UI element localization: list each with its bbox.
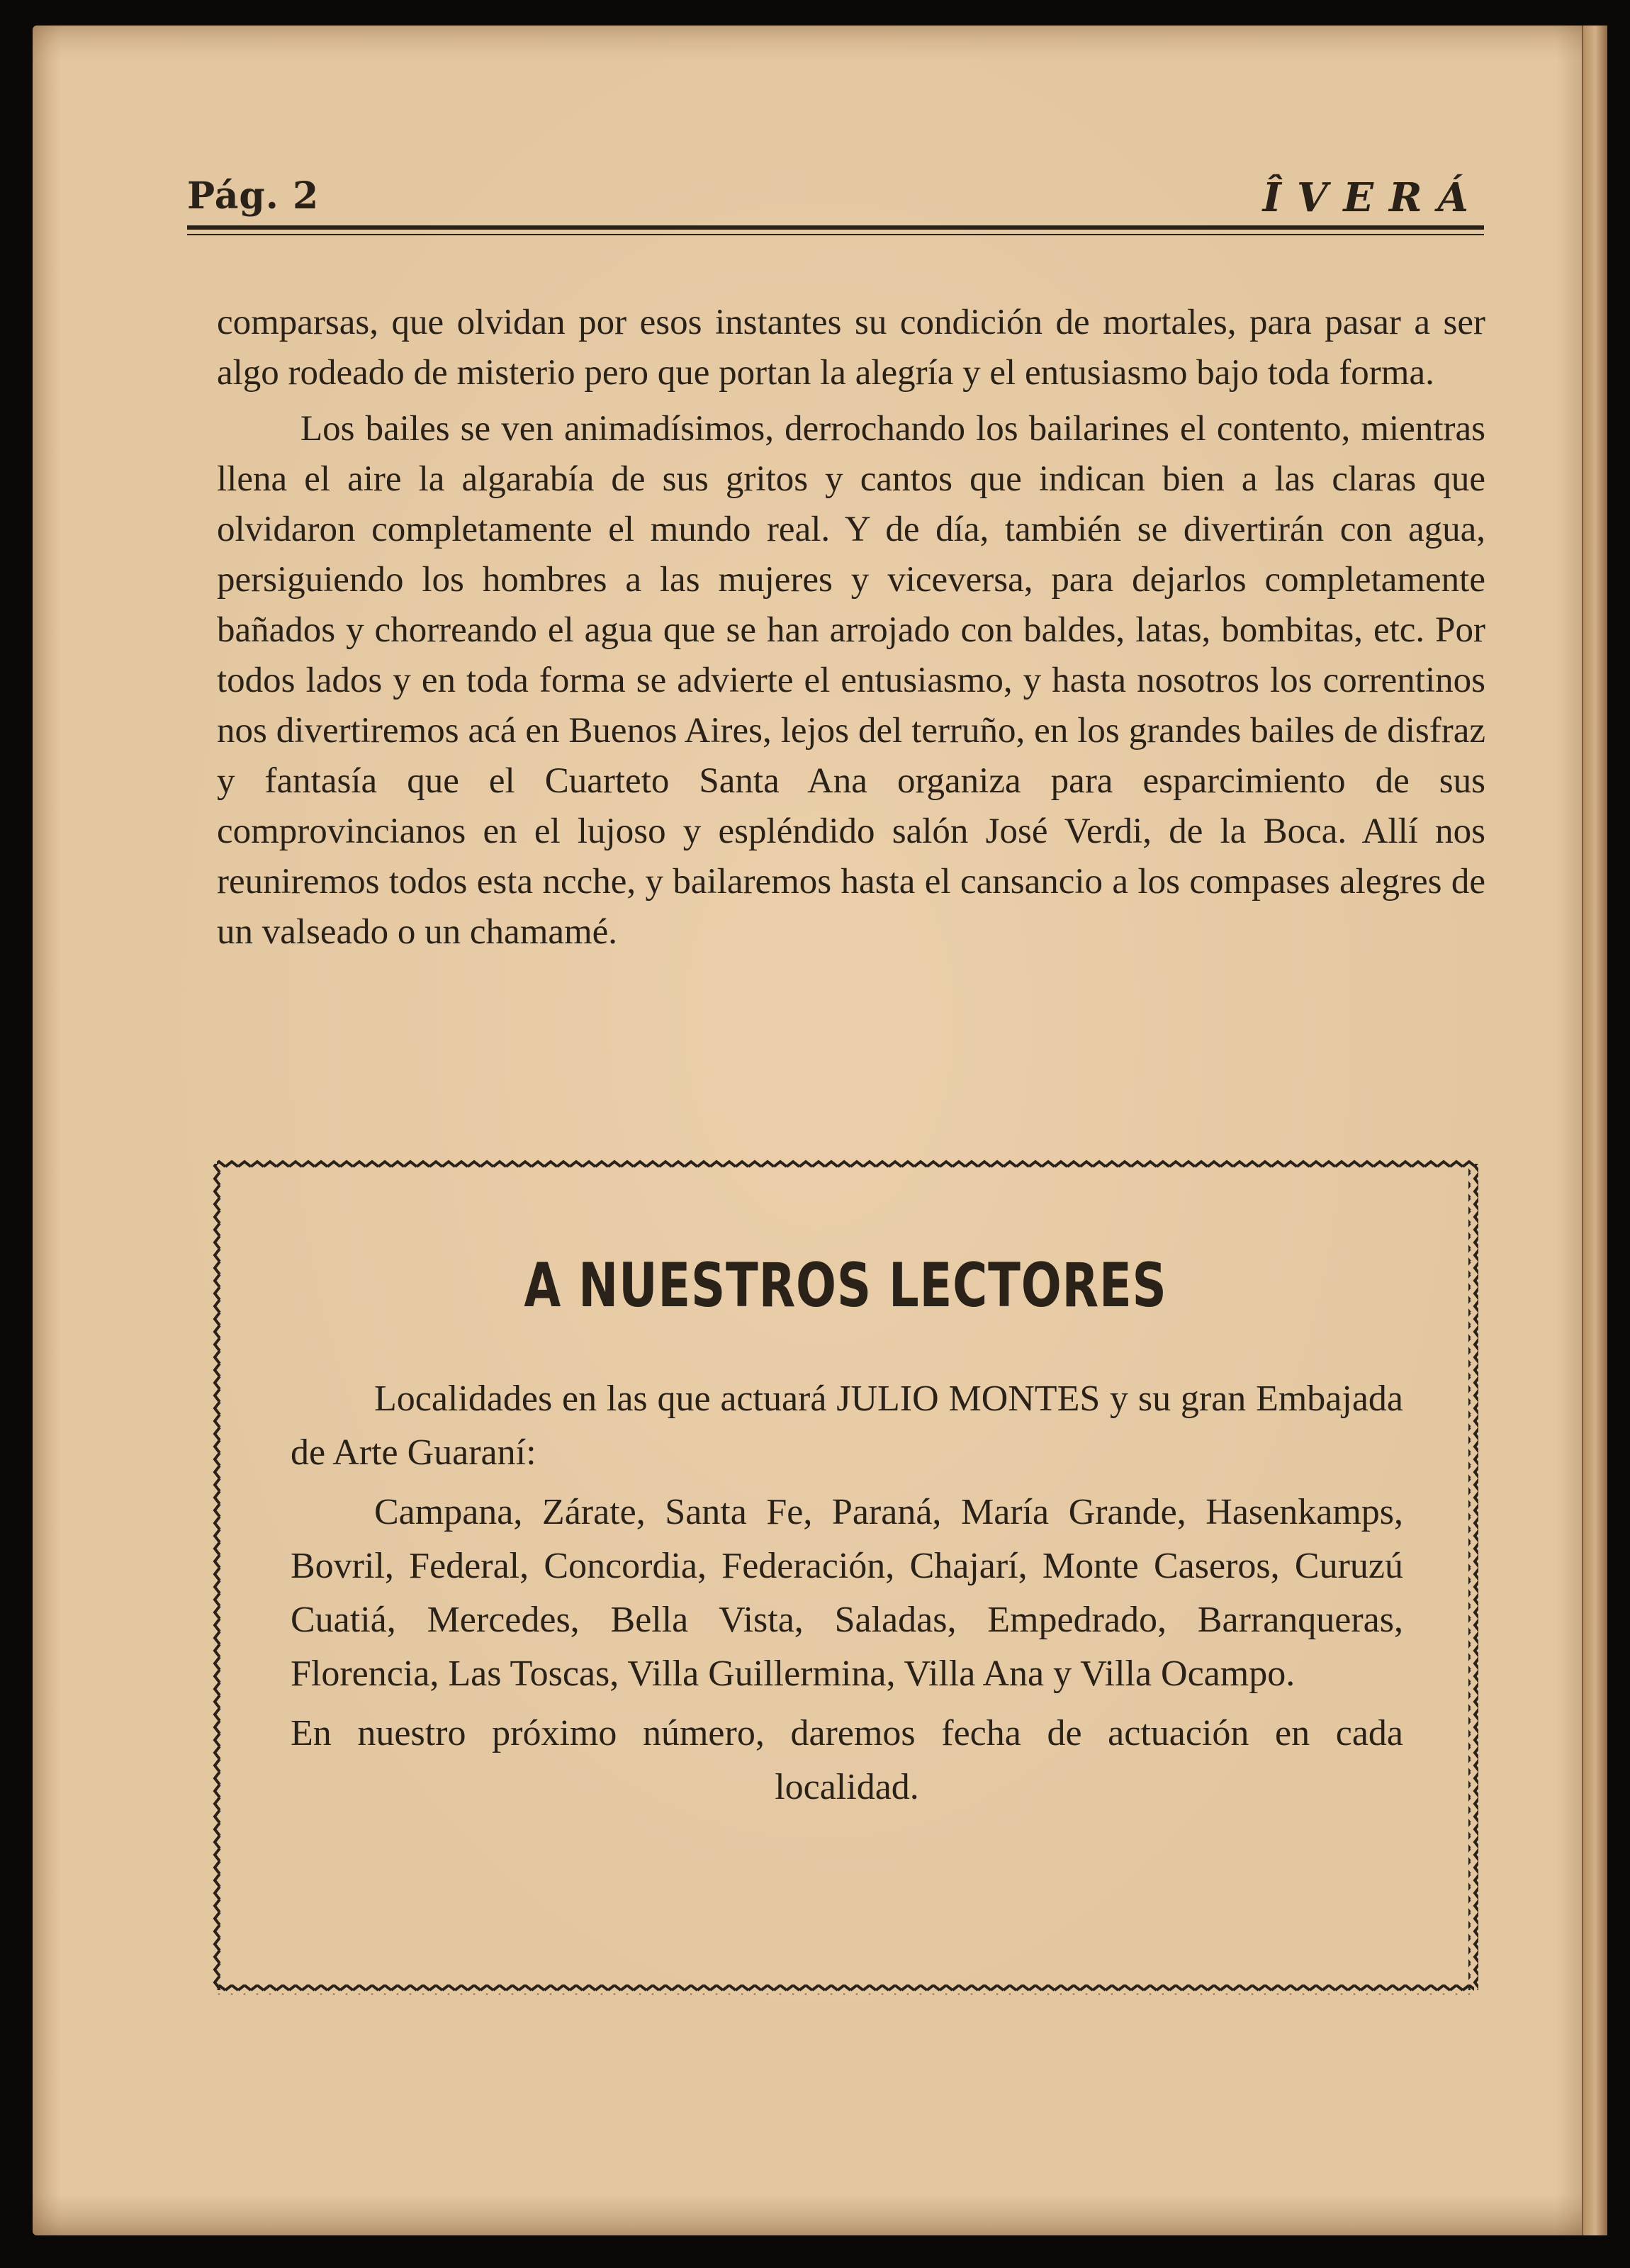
notice-title: A NUESTROS LECTORES <box>524 1250 1167 1321</box>
notice-intro: Localidades en las que actuará JULIO MONTES y su gran Embajada de Arte Guaraní: <box>291 1379 1403 1473</box>
notice-box <box>213 1160 1478 1994</box>
notice-locations: Campana, Zárate, Santa Fe, Paraná, María Grande, Hasenkamps, Bovril, Federal, Concordia, Federación, Chajarí, Monte Caseros, Curuzú Cuatiá, Mercedes, Bella Vista, Saladas, Empedrado, Barranqueras, Florencia, Las Toscas, Villa Guillermina, Villa Ana y Villa Ocampo. <box>291 1492 1403 1694</box>
article-paragraph-1: comparsas, que olvidan por esos instantes su condición de mortales, para pasar a ser algo rodeado de misterio pero que portan la alegría y el entusiasmo bajo toda forma. <box>217 303 1485 393</box>
header-rule-thin <box>187 234 1484 235</box>
notice-closing: En nuestro próximo número, daremos fecha de actuación en cada localidad. <box>291 1713 1403 1807</box>
header-rule-thick <box>187 225 1484 230</box>
notice-body <box>291 1372 1403 1820</box>
page-header <box>187 174 1484 224</box>
article-paragraph-2: Los bailes se ven animadísimos, derrochando los bailarines el contento, mientras llena el aire la algarabía de sus gritos y cantos que indican bien a las claras que olvidaron completamente el mundo real. Y de día, también se divertirán con agua, persiguiendo los hombres a las mujeres y viceversa, para dejarlos completamente bañados y chorreando el agua que se han arrojado con baldes, latas, bombitas, etc. Por todos lados y en toda forma se advierte el entusiasmo, y hasta nosotros los correntinos nos divertiremos acá en Buenos Aires, lejos del terruño, en los grandes bailes de disfraz y fantasía que el Cuarteto Santa Ana organiza para esparcimiento de sus comprovincianos en el lujoso y espléndido salón José Verdi, de la Boca. Allí nos reuniremos todos esta nсche, y bailaremos hasta el cansancio a los compases alegres de un valseado o un chamamé. <box>217 409 1485 952</box>
article-body <box>217 298 1485 963</box>
page-number: Pág. 2 <box>187 174 320 218</box>
publication-title: ÎVERÁ <box>1262 174 1484 221</box>
page-spine-edge <box>1582 26 1607 2235</box>
